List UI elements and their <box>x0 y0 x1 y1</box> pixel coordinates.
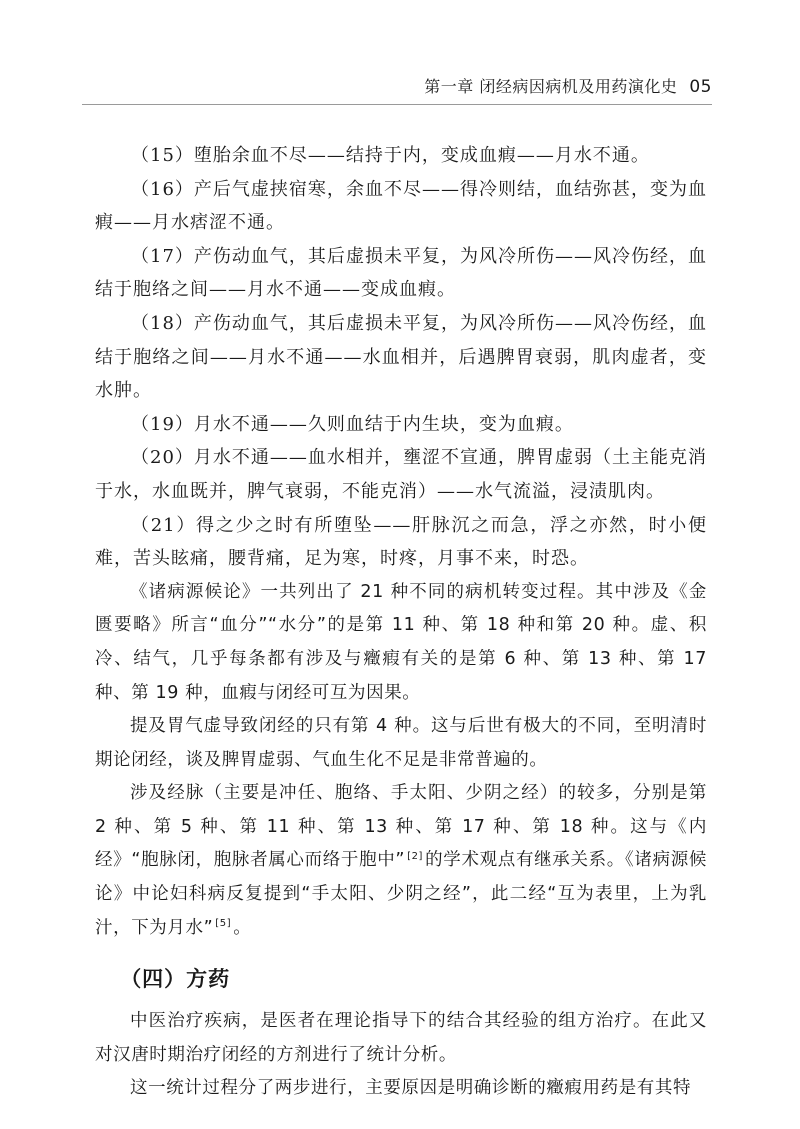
list-item-17: （17）产伤动血气，其后虚损未平复，为风冷所伤——风冷伤经，血结于胞络之间——月水不通——变成血瘕。 <box>95 245 707 301</box>
meridian-text-3: 。 <box>233 917 252 938</box>
chapter-title: 第一章 闭经病因病机及用药演化史 <box>424 77 678 96</box>
list-item-20: （20）月水不通——血水相并，壅涩不宣通，脾胃虚弱（土主能克消于水，水血既并，脾气衰弱，不能克消）——水气流溢，浸渍肌肉。 <box>95 447 707 502</box>
list-item-18: （18）产伤动血气，其后虚损未平复，为风冷所伤——风冷伤经，血结于胞络之间——月水不通——水血相并，后遇脾胃衰弱，肌肉虚者，变水肿。 <box>95 312 707 402</box>
page-number: 05 <box>689 77 712 97</box>
stomach-qi-paragraph: 提及胃气虚导致闭经的只有第 4 种。这与后世有极大的不同，至明清时期论闭经，谈及脾胃虚弱、气血生化不足是非常普遍的。 <box>95 716 707 770</box>
page-body <box>95 139 707 1106</box>
summary-paragraph: 《诸病源候论》一共列出了 21 种不同的病机转变过程。其中涉及《金匮要略》所言“血分”“水分”的是第 11 种、第 18 种和第 20 种。虚、积冷、结气，几乎每条都有涉及与癥瘕有关的是第 6 种、第 13 种、第 17 种、第 19 种，血瘕与闭经可互为因果。 <box>95 581 707 703</box>
list-item-21: （21）得之少之时有所堕坠——肝脉沉之而急，浮之亦然，时小便难，苦头眩痛，腰背痛，足为寒，时疼，月事不来，时恐。 <box>95 514 707 570</box>
list-item-15: （15）堕胎余血不尽——结持于内，变成血瘕——月水不通。 <box>131 145 650 166</box>
section-paragraph: 中医治疗疾病，是医者在理论指导下的结合其经验的组方治疗。在此又对汉唐时期治疗闭经的方剂进行了统计分析。 <box>95 1011 707 1065</box>
section-paragraph: 这一统计过程分了两步进行，主要原因是明确诊断的癥瘕用药是有其特 <box>130 1078 692 1099</box>
citation-ref: [5] <box>215 917 232 929</box>
citation-ref: [2] <box>407 850 424 862</box>
meridian-text-1: 涉及经脉（主要是冲任、胞络、手太阳、少阴之经）的较多，分别是第 2 种、第 5 种、第 11 种、第 13 种、第 17 种、第 18 种。这与《内经》“胞脉闭，胞脉者属心而络于胞中” <box>95 783 707 871</box>
list-item-16: （16）产后气虚挟宿寒，余血不尽——得冷则结，血结弥甚，变为血瘕——月水痞涩不通。 <box>95 178 707 234</box>
meridian-text-2: 的学术观点有继承关系。《诸病源候论》中论妇科病反复提到“手太阳、少阴之经”，此二经“互为表里，上为乳汁，下为月水” <box>95 850 707 938</box>
list-item-19: （19）月水不通——久则血结于内生块，变为血瘕。 <box>131 413 574 435</box>
section-heading: （四）方药 <box>120 967 231 992</box>
meridian-paragraph <box>95 777 707 945</box>
header-text <box>424 74 712 97</box>
running-header <box>82 68 712 105</box>
